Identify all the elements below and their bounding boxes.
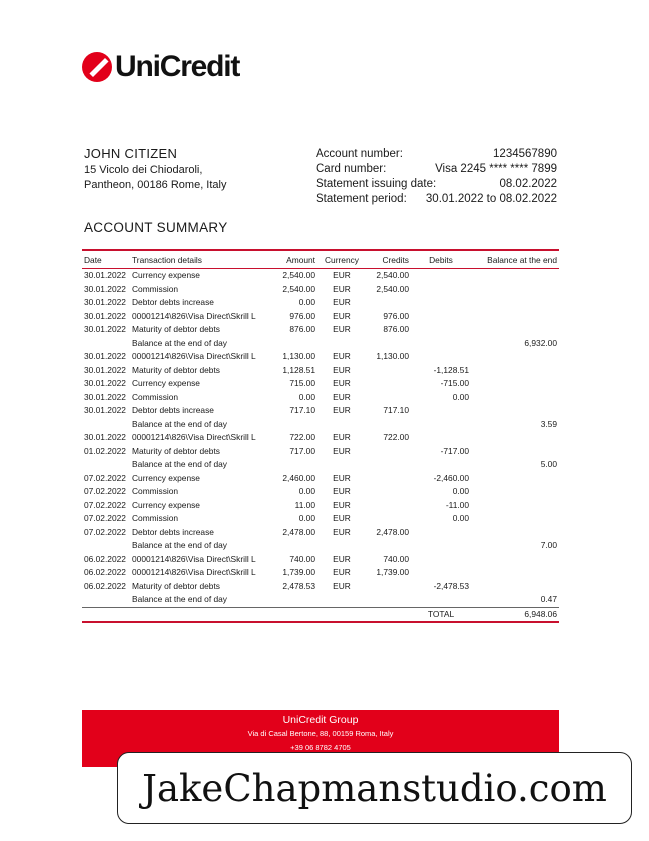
cell-currency bbox=[317, 593, 367, 607]
cell-debits bbox=[411, 526, 471, 540]
cell-debits bbox=[411, 337, 471, 351]
cell-balance bbox=[471, 431, 559, 445]
balance-row bbox=[82, 418, 559, 432]
cell-currency: EUR bbox=[333, 297, 351, 307]
table-row bbox=[82, 485, 559, 499]
cell-currency: EUR bbox=[333, 324, 351, 334]
cell-amount: 722.00 bbox=[289, 432, 315, 442]
cell-amount: 2,540.00 bbox=[282, 283, 315, 294]
cell-amount bbox=[272, 593, 317, 607]
cell-credits bbox=[367, 296, 411, 310]
cell-date bbox=[82, 458, 130, 472]
cell-date: 30.01.2022 bbox=[84, 270, 126, 280]
table-row bbox=[82, 445, 559, 459]
table-row bbox=[82, 323, 559, 337]
cell-date bbox=[82, 539, 130, 553]
card-number-row bbox=[316, 162, 557, 177]
cell-credits bbox=[367, 445, 411, 459]
cell-amount: 1,128.51 bbox=[282, 364, 315, 375]
cell-amount: 0.00 bbox=[298, 297, 315, 307]
cell-balance: 6,932.00 bbox=[524, 337, 557, 348]
table-header-row bbox=[82, 250, 559, 269]
cell-amount bbox=[272, 539, 317, 553]
cell-balance bbox=[471, 350, 559, 364]
table-row bbox=[82, 499, 559, 513]
cell-details: Commission bbox=[132, 486, 179, 496]
cell-details: Balance at the end of day bbox=[132, 337, 227, 348]
cell-debits: 0.00 bbox=[452, 513, 469, 523]
cell-amount: 876.00 bbox=[289, 324, 315, 334]
cell-balance bbox=[471, 472, 559, 486]
cell-currency: EUR bbox=[333, 567, 351, 577]
cell-debits bbox=[411, 593, 471, 607]
cell-amount: 0.00 bbox=[298, 486, 315, 496]
cell-date: 30.01.2022 bbox=[84, 351, 126, 361]
cell-details: Debtor debts increase bbox=[132, 297, 214, 307]
cell-credits bbox=[367, 364, 411, 378]
balance-row bbox=[82, 458, 559, 472]
cell-amount: 2,478.53 bbox=[282, 580, 315, 591]
table-row bbox=[82, 391, 559, 405]
cell-details: 00001214\826\Visa Direct\Skrill L bbox=[132, 553, 256, 564]
table-row bbox=[82, 404, 559, 418]
cell-details: Currency expense bbox=[132, 499, 200, 510]
cell-currency: EUR bbox=[333, 486, 351, 496]
transactions-table bbox=[82, 249, 559, 623]
cell-balance bbox=[471, 364, 559, 378]
cell-details: 00001214\826\Visa Direct\Skrill L bbox=[132, 432, 256, 442]
cell-amount: 2,540.00 bbox=[282, 270, 315, 280]
cell-amount: 717.00 bbox=[289, 445, 315, 456]
statement-period-label: Statement period: bbox=[316, 193, 407, 205]
cell-date: 07.02.2022 bbox=[84, 526, 126, 537]
cell-details: Debtor debts increase bbox=[132, 405, 214, 415]
cell-credits: 722.00 bbox=[383, 432, 409, 442]
footer-group-name: UniCredit Group bbox=[282, 714, 359, 726]
issue-date-value: 08.02.2022 bbox=[499, 178, 557, 190]
statement-period-value: 30.01.2022 to 08.02.2022 bbox=[425, 193, 557, 205]
cell-date: 30.01.2022 bbox=[84, 432, 126, 442]
cell-details: 00001214\826\Visa Direct\Skrill L bbox=[132, 310, 256, 321]
cell-credits bbox=[367, 458, 411, 472]
balance-row bbox=[82, 539, 559, 553]
cell-date: 06.02.2022 bbox=[84, 553, 126, 564]
cell-balance bbox=[471, 391, 559, 405]
cell-debits bbox=[411, 323, 471, 337]
cell-date: 30.01.2022 bbox=[84, 364, 126, 375]
cell-credits bbox=[367, 485, 411, 499]
table-row bbox=[82, 377, 559, 391]
cell-debits: -1,128.51 bbox=[433, 364, 469, 375]
cell-currency: EUR bbox=[333, 580, 351, 591]
cell-details: Currency expense bbox=[132, 378, 200, 388]
cell-date: 07.02.2022 bbox=[84, 513, 126, 523]
cell-details: Currency expense bbox=[132, 270, 200, 280]
table-row bbox=[82, 269, 559, 283]
cell-credits bbox=[367, 337, 411, 351]
total-value: 6,948.06 bbox=[471, 607, 559, 622]
account-number-row bbox=[316, 147, 557, 162]
cell-balance: 3.59 bbox=[540, 418, 557, 429]
total-row bbox=[82, 607, 559, 622]
cell-debits bbox=[411, 310, 471, 324]
cell-amount: 11.00 bbox=[294, 499, 315, 510]
cell-details: Commission bbox=[132, 513, 179, 523]
cell-amount: 1,739.00 bbox=[282, 567, 315, 577]
cell-balance bbox=[471, 323, 559, 337]
cell-date: 30.01.2022 bbox=[84, 391, 126, 402]
cell-currency: EUR bbox=[333, 445, 351, 456]
footer-address: Via di Casal Bertone, 88, 00159 Roma, Italy bbox=[247, 729, 394, 738]
cell-date: 30.01.2022 bbox=[84, 324, 126, 334]
table-row bbox=[82, 350, 559, 364]
cell-balance bbox=[471, 512, 559, 526]
balance-row bbox=[82, 337, 559, 351]
cell-credits bbox=[367, 391, 411, 405]
cell-currency bbox=[317, 418, 367, 432]
table-row bbox=[82, 472, 559, 486]
cell-currency bbox=[317, 539, 367, 553]
card-number-label: Card number: bbox=[316, 163, 387, 175]
cell-balance bbox=[471, 296, 559, 310]
card-number-value: Visa 2245 **** **** 7899 bbox=[435, 163, 557, 175]
footer-phone: +39 06 8782 4705 bbox=[290, 743, 351, 752]
cell-debits: 0.00 bbox=[452, 391, 469, 402]
cell-currency: EUR bbox=[333, 378, 351, 388]
total-label: TOTAL bbox=[411, 607, 471, 622]
cell-balance bbox=[471, 485, 559, 499]
cell-date: 06.02.2022 bbox=[84, 567, 126, 577]
account-summary-title: ACCOUNT SUMMARY bbox=[84, 220, 228, 235]
cell-currency: EUR bbox=[333, 472, 351, 483]
header-debits: Debits bbox=[411, 250, 471, 269]
cell-credits bbox=[367, 512, 411, 526]
issue-date-label: Statement issuing date: bbox=[316, 178, 437, 190]
cell-details: Commission bbox=[132, 283, 179, 294]
cell-currency bbox=[317, 337, 367, 351]
cell-details: Maturity of debtor debts bbox=[132, 324, 220, 334]
cell-balance bbox=[471, 566, 559, 580]
cell-balance bbox=[471, 580, 559, 594]
table-row bbox=[82, 431, 559, 445]
header-date: Date bbox=[82, 250, 130, 269]
cell-amount: 715.00 bbox=[289, 378, 315, 388]
cell-date: 30.01.2022 bbox=[84, 378, 126, 388]
cell-balance: 7.00 bbox=[540, 540, 557, 550]
cell-debits bbox=[411, 431, 471, 445]
cell-currency: EUR bbox=[333, 405, 351, 415]
header-currency: Currency bbox=[317, 250, 367, 269]
cell-credits: 2,540.00 bbox=[376, 270, 409, 280]
cell-debits bbox=[411, 404, 471, 418]
cell-amount bbox=[272, 337, 317, 351]
header-amount: Amount bbox=[272, 250, 317, 269]
cell-currency: EUR bbox=[333, 283, 351, 294]
cell-debits bbox=[411, 458, 471, 472]
holder-address-line1: 15 Vicolo dei Chiodaroli, bbox=[84, 164, 203, 176]
cell-details: Maturity of debtor debts bbox=[132, 580, 220, 591]
cell-date: 07.02.2022 bbox=[84, 486, 126, 496]
cell-credits bbox=[367, 539, 411, 553]
header-credits: Credits bbox=[367, 250, 411, 269]
cell-debits: -717.00 bbox=[440, 445, 469, 456]
table-row bbox=[82, 553, 559, 567]
cell-details: Debtor debts increase bbox=[132, 526, 214, 537]
cell-credits: 740.00 bbox=[383, 553, 409, 564]
cell-details: Maturity of debtor debts bbox=[132, 445, 220, 456]
cell-debits bbox=[411, 269, 471, 283]
cell-credits bbox=[367, 418, 411, 432]
cell-date bbox=[82, 337, 130, 351]
header-details: Transaction details bbox=[130, 250, 272, 269]
cell-debits bbox=[411, 283, 471, 297]
cell-currency: EUR bbox=[333, 351, 351, 361]
cell-credits: 2,478.00 bbox=[376, 526, 409, 537]
cell-balance bbox=[471, 310, 559, 324]
table-row bbox=[82, 580, 559, 594]
cell-debits: 0.00 bbox=[452, 486, 469, 496]
cell-credits: 1,130.00 bbox=[376, 351, 409, 361]
watermark-banner: JakeChapmanstudio.com bbox=[117, 752, 632, 824]
table-row bbox=[82, 310, 559, 324]
unicredit-logo bbox=[82, 52, 239, 82]
logo-text: UniCredit bbox=[115, 50, 240, 83]
table-row bbox=[82, 283, 559, 297]
cell-debits bbox=[411, 350, 471, 364]
cell-date: 07.02.2022 bbox=[84, 499, 126, 510]
cell-amount: 717.10 bbox=[289, 405, 315, 415]
table-row bbox=[82, 566, 559, 580]
cell-date: 30.01.2022 bbox=[84, 283, 126, 294]
cell-currency: EUR bbox=[333, 270, 351, 280]
cell-amount: 2,460.00 bbox=[282, 472, 315, 483]
issue-date-row bbox=[316, 177, 557, 192]
account-number-label: Account number: bbox=[316, 148, 403, 160]
unicredit-logo-icon bbox=[82, 52, 112, 82]
cell-details: Balance at the end of day bbox=[130, 593, 272, 607]
cell-details: Balance at the end of day bbox=[132, 540, 227, 550]
cell-date: 01.02.2022 bbox=[84, 445, 126, 456]
header-balance: Balance at the end bbox=[471, 250, 559, 269]
cell-debits bbox=[411, 539, 471, 553]
cell-balance bbox=[471, 445, 559, 459]
cell-balance bbox=[471, 553, 559, 567]
cell-amount: 0.00 bbox=[298, 513, 315, 523]
cell-currency bbox=[317, 458, 367, 472]
cell-balance: 0.47 bbox=[471, 593, 559, 607]
cell-currency: EUR bbox=[333, 553, 351, 564]
cell-details: Maturity of debtor debts bbox=[132, 364, 220, 375]
account-details bbox=[316, 147, 557, 207]
cell-debits: -11.00 bbox=[445, 499, 469, 510]
cell-amount: 740.00 bbox=[289, 553, 315, 564]
table-row bbox=[82, 526, 559, 540]
cell-credits: 976.00 bbox=[383, 310, 409, 321]
cell-date: 06.02.2022 bbox=[84, 580, 126, 591]
cell-credits bbox=[367, 580, 411, 594]
cell-debits: -715.00 bbox=[440, 378, 469, 388]
holder-address-line2: Pantheon, 00186 Rome, Italy bbox=[84, 179, 227, 191]
cell-date: 07.02.2022 bbox=[84, 472, 126, 483]
cell-debits: -2,460.00 bbox=[433, 472, 469, 483]
cell-currency: EUR bbox=[333, 526, 351, 537]
cell-debits bbox=[411, 566, 471, 580]
cell-balance bbox=[471, 283, 559, 297]
cell-amount: 976.00 bbox=[289, 310, 315, 321]
cell-details: Balance at the end of day bbox=[132, 459, 227, 469]
cell-amount: 2,478.00 bbox=[282, 526, 315, 537]
cell-balance bbox=[471, 269, 559, 283]
cell-date: 30.01.2022 bbox=[84, 405, 126, 415]
cell-balance bbox=[471, 377, 559, 391]
cell-details: 00001214\826\Visa Direct\Skrill L bbox=[132, 351, 256, 361]
cell-credits: 876.00 bbox=[383, 324, 409, 334]
table-row bbox=[82, 364, 559, 378]
table-row bbox=[82, 296, 559, 310]
cell-credits: 717.10 bbox=[383, 405, 409, 415]
cell-currency: EUR bbox=[333, 364, 351, 375]
cell-credits bbox=[367, 377, 411, 391]
cell-balance: 5.00 bbox=[540, 459, 557, 469]
holder-name: JOHN CITIZEN bbox=[84, 146, 178, 161]
cell-details: 00001214\826\Visa Direct\Skrill L bbox=[132, 567, 256, 577]
cell-balance bbox=[471, 526, 559, 540]
cell-currency: EUR bbox=[333, 432, 351, 442]
cell-currency: EUR bbox=[333, 310, 351, 321]
cell-details: Currency expense bbox=[132, 472, 200, 483]
cell-credits: 2,540.00 bbox=[376, 283, 409, 294]
cell-amount: 1,130.00 bbox=[282, 351, 315, 361]
cell-credits: 1,739.00 bbox=[376, 567, 409, 577]
cell-amount bbox=[272, 458, 317, 472]
cell-debits bbox=[411, 296, 471, 310]
cell-debits bbox=[411, 418, 471, 432]
cell-balance bbox=[471, 404, 559, 418]
account-number-value: 1234567890 bbox=[493, 148, 557, 160]
cell-currency: EUR bbox=[333, 391, 351, 402]
cell-details: Balance at the end of day bbox=[132, 418, 227, 429]
table-row bbox=[82, 512, 559, 526]
cell-amount: 0.00 bbox=[298, 391, 315, 402]
cell-debits: -2,478.53 bbox=[433, 580, 469, 591]
account-holder bbox=[84, 146, 226, 193]
cell-details: Commission bbox=[132, 391, 179, 402]
cell-date: 30.01.2022 bbox=[84, 310, 126, 321]
cell-amount bbox=[272, 418, 317, 432]
cell-date bbox=[82, 593, 130, 607]
statement-period-row bbox=[316, 192, 557, 207]
balance-row bbox=[82, 593, 559, 607]
cell-balance bbox=[471, 499, 559, 513]
cell-currency: EUR bbox=[333, 513, 351, 523]
cell-debits bbox=[411, 553, 471, 567]
cell-currency: EUR bbox=[333, 499, 351, 510]
cell-credits bbox=[367, 472, 411, 486]
cell-date bbox=[82, 418, 130, 432]
cell-date: 30.01.2022 bbox=[84, 297, 126, 307]
cell-credits bbox=[367, 593, 411, 607]
cell-credits bbox=[367, 499, 411, 513]
